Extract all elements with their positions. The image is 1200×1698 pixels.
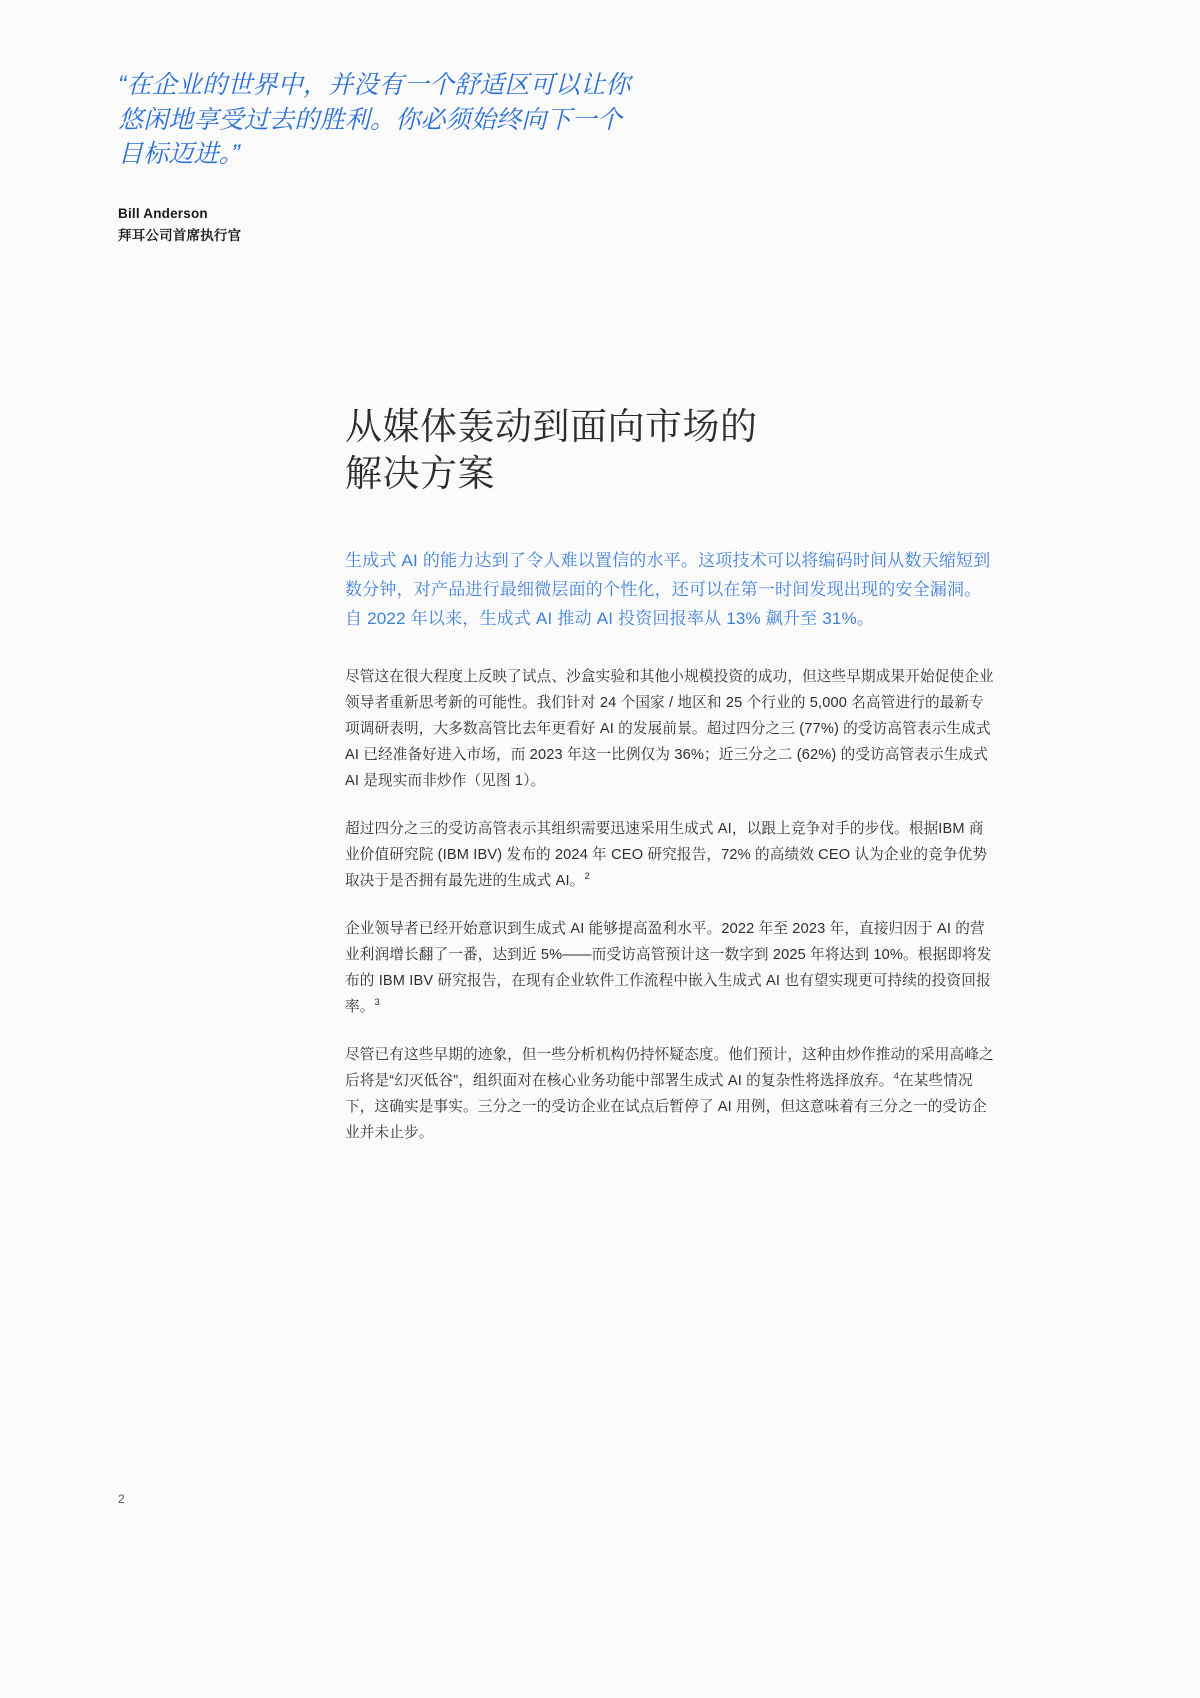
article-paragraph-2 — [345, 817, 995, 895]
pull-quote-text: “在企业的世界中，并没有一个舒适区可以让你 悠闲地享受过去的胜利。你必须始终向下一个 目标迈进。” — [118, 71, 631, 168]
paragraph-4-continued: 在某些情况下，这确实是事实。三分之一的受访企业在试点后暂停了 AI 用例，但这意味着有三分之一的受访企业并未止步。 — [345, 1072, 987, 1141]
article-body — [345, 378, 995, 1169]
pull-quote — [118, 68, 718, 244]
pull-quote-attribution — [118, 206, 718, 244]
pull-quote-author-name: Bill Anderson — [118, 205, 208, 221]
article-paragraph-3 — [345, 917, 995, 1021]
paragraph-2-text: 超过四分之三的受访高管表示其组织需要迅速采用生成式 AI，以跟上竞争对手的步伐。根据IBM 商业价值研究院 (IBM IBV) 发布的 2024 年 CEO 研究报告，72% 的高绩效 CEO 认为企业的竞争优势取决于是否拥有最先进的生成式 AI。 — [345, 821, 988, 889]
page-title: 从媒体轰动到面向市场的 解决方案 — [345, 405, 758, 495]
article-paragraph-4 — [345, 1043, 995, 1147]
footnote-marker-3: 3 — [374, 997, 380, 1008]
article-lede: 生成式 AI 的能力达到了令人难以置信的水平。这项技术可以将编码时间从数天缩短到数分钟，对产品进行最细微层面的个性化，还可以在第一时间发现出现的安全漏洞。自 2022 年以来，生成式 AI 推动 AI 投资回报率从 13% 飙升至 31%。 — [345, 550, 991, 628]
paragraph-3-text: 企业领导者已经开始意识到生成式 AI 能够提高盈利水平。2022 年至 2023 年，直接归因于 AI 的营业利润增长翻了一番，达到近 5%——而受访高管预计这一数字到 2025 年将达到 10%。根据即将发布的 IBM IBV 研究报告，在现有企业软件工作流程中嵌入生成式 AI 也有望实现更可持续的投资回报率。 — [345, 920, 992, 1015]
article-paragraph-1: 尽管这在很大程度上反映了试点、沙盒实验和其他小规模投资的成功，但这些早期成果开始促使企业领导者重新思考新的可能性。我们针对 24 个国家 / 地区和 25 个行业的 5,000 名高管进行的最新专项调研表明，大多数高管比去年更看好 AI 的发展前景。超过四分之三 (77%) 的受访高管表示生成式 AI 已经准备好进入市场，而 2023 年这一比例仅为 36%；近三分之二 (62%) 的受访高管表示生成式 AI 是现实而非炒作（见图 1）。 — [345, 669, 994, 790]
page-number: 2 — [118, 1492, 125, 1506]
paragraph-4-text: 尽管已有这些早期的迹象，但一些分析机构仍持怀疑态度。他们预计，这种由炒作推动的采用高峰之后将是“幻灭低谷”，组织面对在核心业务功能中部署生成式 AI 的复杂性将选择放弃。 — [345, 1046, 994, 1089]
pull-quote-author-role: 拜耳公司首席执行官 — [118, 227, 242, 243]
footnote-marker-2: 2 — [584, 871, 590, 883]
footnote-marker-4: 4 — [893, 1070, 899, 1082]
